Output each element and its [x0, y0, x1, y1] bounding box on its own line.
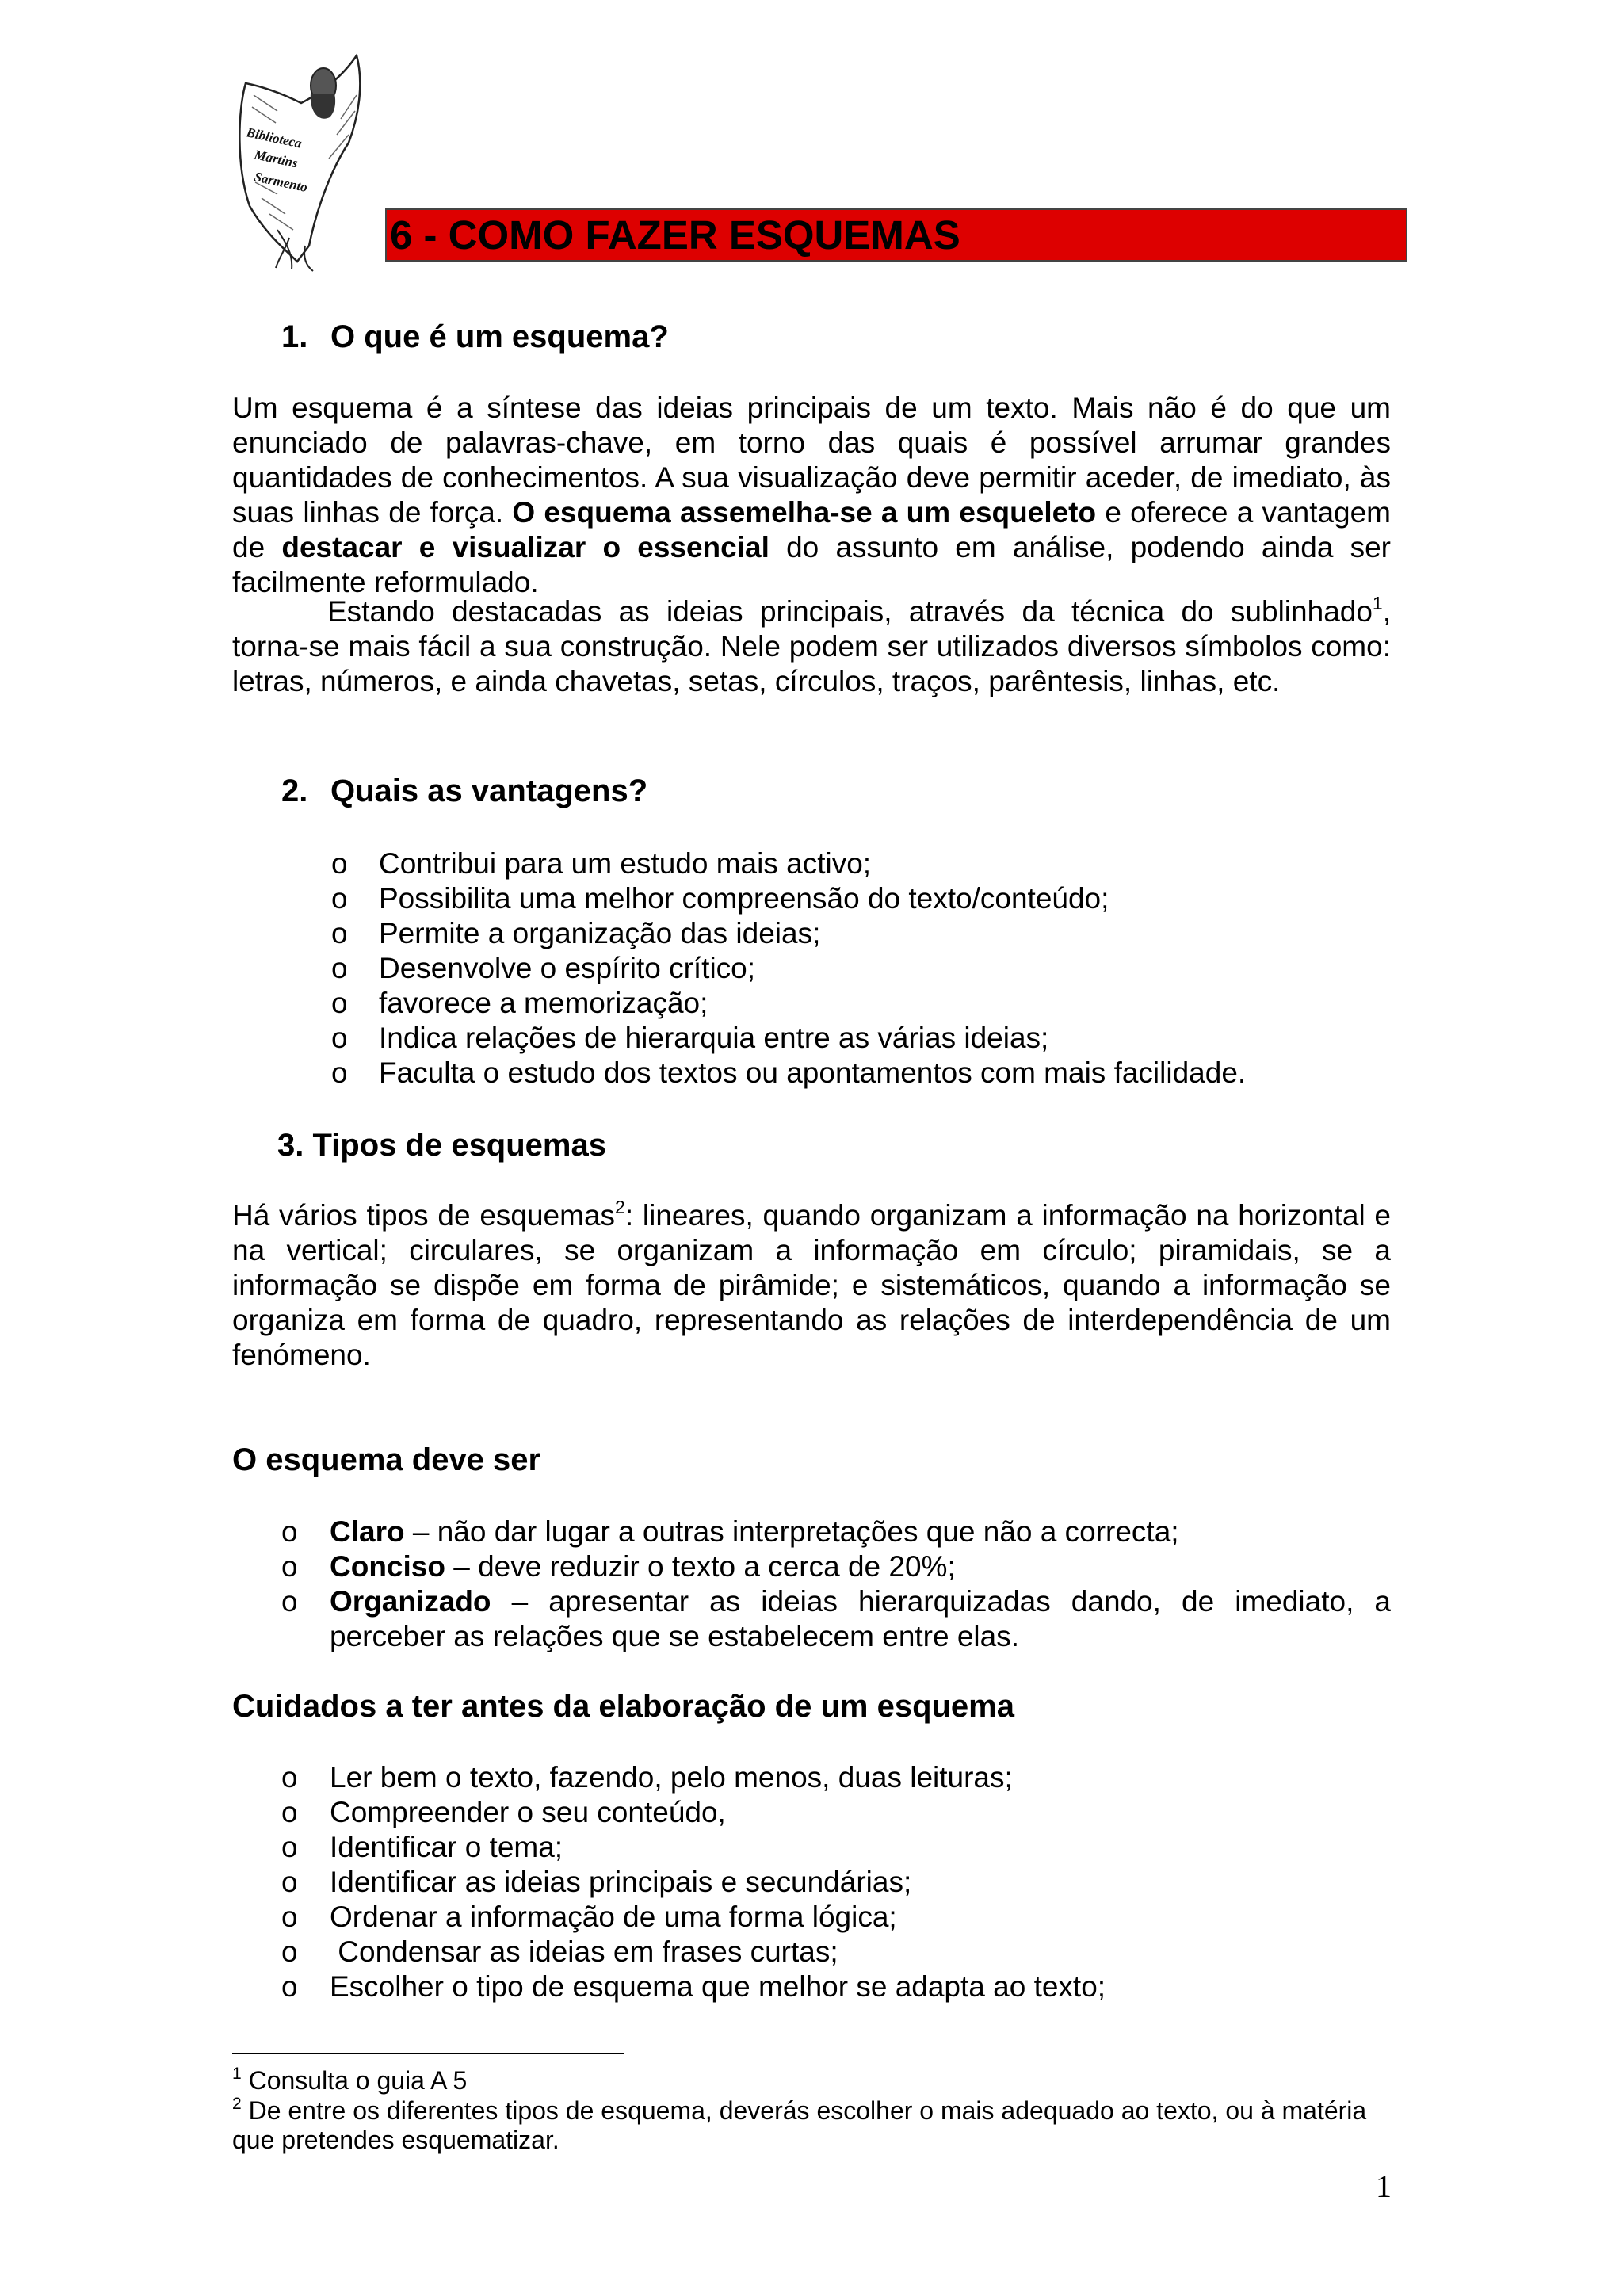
list-item — [281, 1969, 1391, 2004]
list-item — [281, 1515, 1391, 1549]
list-item — [281, 1549, 1391, 1584]
list-item — [281, 1865, 1391, 1900]
page-title: 6 - COMO FAZER ESQUEMAS — [385, 208, 1407, 262]
list-item-text: favorece a memorização; — [379, 987, 708, 1019]
footnote-ref: 1 — [1372, 593, 1383, 613]
footnote-mark: 1 — [232, 2065, 242, 2083]
section-number: 1. — [281, 319, 308, 354]
logo-text: Biblioteca — [245, 124, 304, 151]
list-item — [281, 1795, 1391, 1830]
bold-text: Organizado — [330, 1585, 491, 1618]
list-item — [331, 951, 1393, 986]
bold-text: Conciso — [330, 1550, 445, 1583]
section-heading-text: Quais as vantagens? — [330, 774, 648, 808]
paragraph — [232, 594, 1391, 699]
bold-text: destacar e visualizar o essencial — [281, 531, 769, 563]
list-item — [281, 1830, 1391, 1865]
list-item — [281, 1584, 1391, 1654]
text-run: e oferece a vantagem de — [232, 496, 1391, 563]
footnote-text: Consulta o guia A 5 — [241, 2066, 468, 2095]
list-item — [331, 1056, 1393, 1091]
bold-text: O esquema assemelha-se a um esqueleto — [512, 496, 1097, 529]
section-heading — [281, 319, 669, 355]
section-heading: 3. Tipos de esquemas — [277, 1128, 606, 1163]
library-logo — [230, 48, 369, 273]
list-item — [331, 881, 1393, 916]
logo-text: Sarmento — [253, 169, 309, 196]
list-item-text: – apresentar as ideias hierarquizadas dando, de imediato, a perceber as relações que se estabelecem entre elas. — [330, 1585, 1391, 1652]
bullet-icon: o — [281, 1866, 298, 1898]
footnote-mark: 2 — [232, 2095, 242, 2113]
list-item-text: Permite a organização das ideias; — [379, 917, 821, 949]
bold-text: Claro — [330, 1515, 405, 1548]
section-heading: Cuidados a ter antes da elaboração de um esquema — [232, 1689, 1014, 1724]
bullet-icon: o — [331, 1022, 348, 1054]
list-item — [331, 1021, 1393, 1056]
bullet-icon: o — [331, 1056, 348, 1089]
footnote-ref: 2 — [615, 1197, 625, 1217]
footnote — [232, 2096, 1373, 2155]
precautions-list — [281, 1760, 1391, 2004]
page-number: 1 — [1376, 2168, 1392, 2204]
list-item-text: – não dar lugar a outras interpretações que não a correcta; — [404, 1515, 1179, 1548]
footnote-text: De entre os diferentes tipos de esquema, deverás escolher o mais adequado ao texto, ou à matéria que pretendes esquematizar. — [232, 2096, 1367, 2154]
list-item-text: Condensar as ideias em frases curtas; — [330, 1935, 838, 1968]
list-item — [331, 916, 1393, 951]
logo-text: Martins — [253, 147, 300, 171]
list-item-text: Identificar o tema; — [330, 1831, 563, 1863]
list-item — [331, 986, 1393, 1021]
bullet-icon: o — [331, 952, 348, 984]
list-item-text: Indica relações de hierarquia entre as várias ideias; — [379, 1022, 1049, 1054]
bullet-icon: o — [281, 1761, 298, 1794]
section-heading: O esquema deve ser — [232, 1442, 541, 1477]
list-item — [331, 846, 1393, 881]
bullet-icon: o — [281, 1831, 298, 1863]
text-run: : lineares, quando organizam a informação na horizontal e na vertical; circulares, se organizam a informação em círculo; piramidais, se a informação se dispõe em forma de pirâmide; e sistemáticos, quando a informação se organiza em forma de quadro, representando as relações de interdependência de um fenómeno. — [232, 1199, 1392, 1371]
text-run: Um esquema é a síntese das ideias principais de um texto. Mais não é do que um enunciado de palavras-chave, em torno das quais é possível arrumar grandes quantidades de conhecimentos. A sua visualização deve permitir aceder, de imediato, às suas linhas de força. — [232, 392, 1391, 529]
bullet-icon: o — [281, 1515, 298, 1548]
list-item-text: Identificar as ideias principais e secundárias; — [330, 1866, 912, 1898]
list-item-text: Ler bem o texto, fazendo, pelo menos, duas leituras; — [330, 1761, 1013, 1794]
bullet-icon: o — [281, 1550, 298, 1583]
bullet-icon: o — [331, 882, 348, 915]
list-item-text: Faculta o estudo dos textos ou apontamentos com mais facilidade. — [379, 1056, 1247, 1089]
bullet-icon: o — [281, 1796, 298, 1828]
list-item-text: – deve reduzir o texto a cerca de 20%; — [445, 1550, 956, 1583]
footnote-separator — [232, 2053, 624, 2054]
list-item-text: Compreender o seu conteúdo, — [330, 1796, 726, 1828]
list-item-text: Escolher o tipo de esquema que melhor se adapta ao texto; — [330, 1970, 1106, 2003]
bullet-icon: o — [331, 847, 348, 880]
section-heading-text: O que é um esquema? — [330, 319, 669, 354]
paragraph — [232, 1198, 1391, 1373]
footnote — [232, 2066, 1373, 2095]
list-item-text: Contribui para um estudo mais activo; — [379, 847, 872, 880]
section-number: 2. — [281, 774, 308, 808]
text-run: do assunto em análise, podendo ainda ser facilmente reformulado. — [232, 531, 1392, 598]
list-item-text: Desenvolve o espírito crítico; — [379, 952, 756, 984]
text-run: Estando destacadas as ideias principais, através da técnica do sublinhado — [327, 595, 1373, 628]
text-run: Há vários tipos de esquemas — [232, 1199, 616, 1232]
bullet-icon: o — [281, 1585, 298, 1618]
paragraph — [232, 391, 1391, 600]
section-heading — [281, 773, 647, 809]
list-item — [281, 1760, 1391, 1795]
list-item-text: Possibilita uma melhor compreensão do texto/conteúdo; — [379, 882, 1109, 915]
list-item-text: Ordenar a informação de uma forma lógica; — [330, 1901, 897, 1933]
bullet-icon: o — [281, 1901, 298, 1933]
list-item — [281, 1935, 1391, 1969]
bullet-icon: o — [281, 1935, 298, 1968]
qualities-list — [281, 1515, 1391, 1654]
text-run: , torna-se mais fácil a sua construção. Nele podem ser utilizados diversos símbolos como: letras, números, e ainda chavetas, setas, círculos, traços, parêntesis, linhas, etc. — [232, 595, 1391, 697]
bullet-icon: o — [331, 917, 348, 949]
list-item — [281, 1900, 1391, 1935]
bullet-icon: o — [331, 987, 348, 1019]
bullet-icon: o — [281, 1970, 298, 2003]
advantages-list — [331, 846, 1393, 1091]
